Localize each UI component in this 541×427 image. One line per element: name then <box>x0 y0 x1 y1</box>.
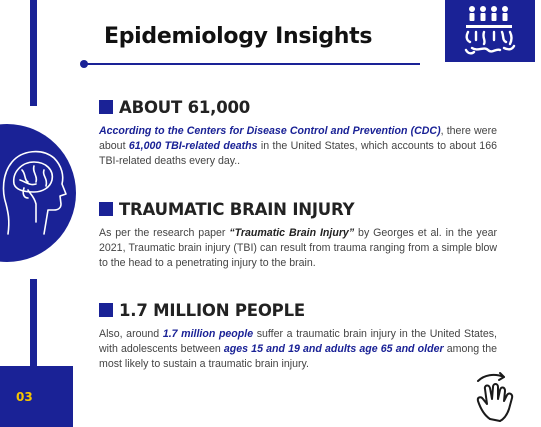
bullet-square <box>99 202 113 216</box>
decor-line-top <box>30 0 37 106</box>
page-number-box <box>0 366 73 427</box>
body-text: by Georges et al. in the year 2021, Traumatic brain injury (TBI) can result from trauma ranging from a simple blow to the head to a penetrating injury to the brain. <box>99 227 498 269</box>
brain-head-icon <box>0 146 68 238</box>
section-about-61000 <box>99 96 497 169</box>
section-traumatic-brain-injury <box>99 198 497 271</box>
title-underline <box>86 63 420 65</box>
body-text: in the United States, which accounts to about 166 TBI-related deaths every day.. <box>99 140 497 167</box>
section-heading: TRAUMATIC BRAIN INJURY <box>119 199 355 219</box>
section-body <box>99 226 497 271</box>
bullet-square <box>99 100 113 114</box>
highlight-text: According to the Centers for Disease Control and Prevention (CDC) <box>99 125 441 137</box>
body-text: , there were about <box>99 125 497 152</box>
section-heading: ABOUT 61,000 <box>119 97 251 117</box>
body-text: among the most likely to sustain a traumatic brain injury. <box>99 343 497 370</box>
section-heading: 1.7 MILLION PEOPLE <box>119 300 305 320</box>
body-text: As per the research paper <box>99 227 230 239</box>
logo-box <box>445 0 535 62</box>
body-text: suffer a traumatic brain injury in the United States, with adolescents between <box>99 328 497 355</box>
highlight-text: “Traumatic Brain Injury” <box>229 227 355 239</box>
highlight-text: 1.7 million people <box>162 328 254 340</box>
page-number: 03 <box>16 390 33 404</box>
section-1-7-million-people <box>99 299 497 372</box>
bullet-square <box>99 303 113 317</box>
swipe-hand-icon <box>472 371 518 423</box>
brain-head-decoration <box>0 124 76 262</box>
page-title: Epidemiology Insights <box>104 24 373 49</box>
group-meeting-icon <box>462 4 518 58</box>
highlight-text: ages 15 and 19 and adults age 65 and older <box>223 343 444 355</box>
section-body <box>99 124 497 169</box>
section-body <box>99 327 497 372</box>
body-text: Also, around <box>99 328 163 340</box>
highlight-text: 61,000 TBI-related deaths <box>128 140 258 152</box>
